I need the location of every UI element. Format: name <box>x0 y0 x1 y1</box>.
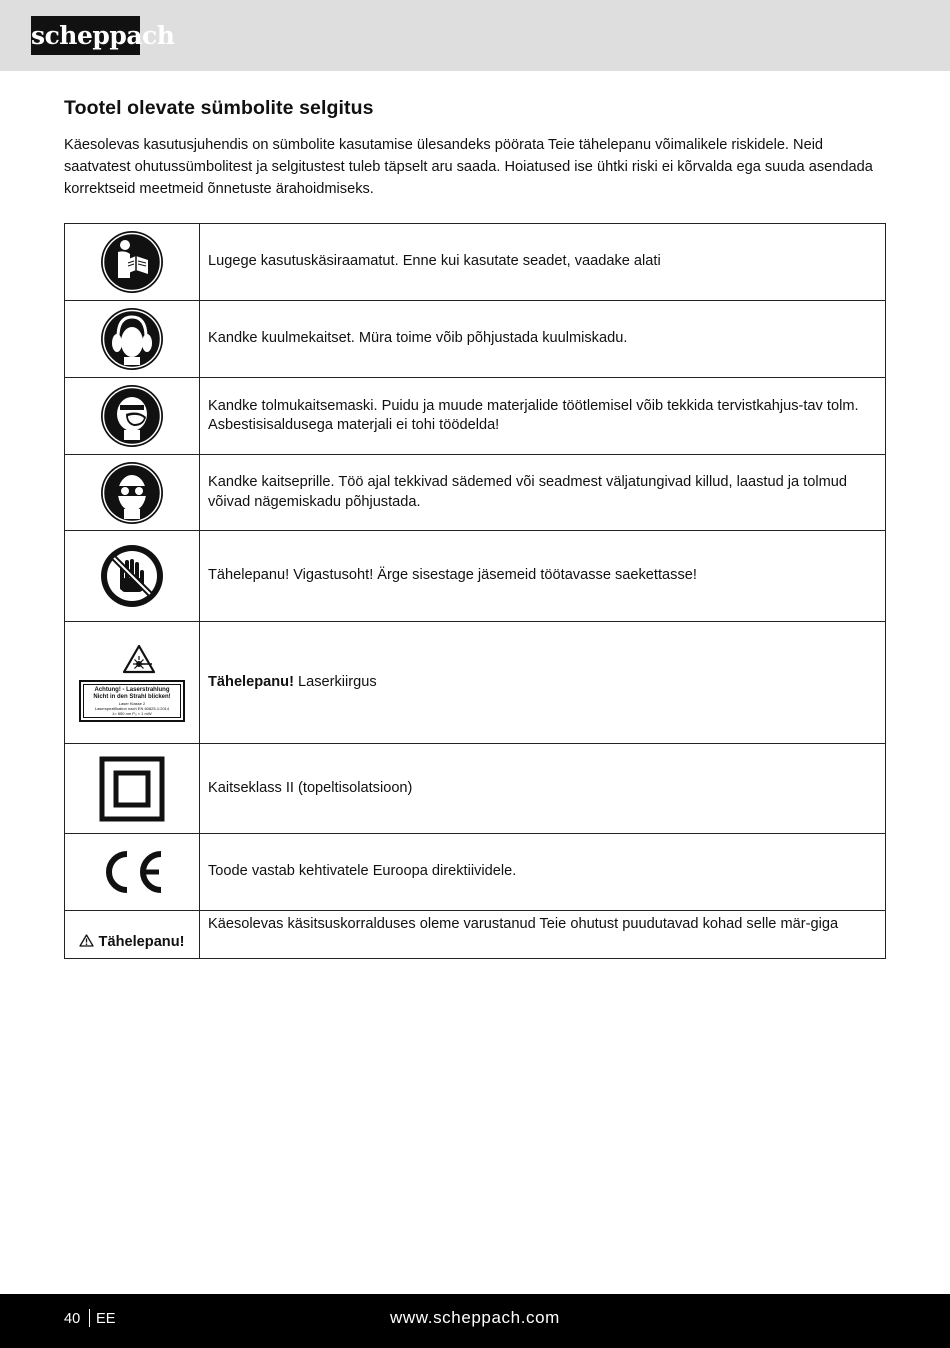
page-title: Tootel olevate sümbolite selgitus <box>64 97 374 119</box>
header-band <box>0 0 950 71</box>
icon-cell <box>65 911 200 959</box>
read-manual-icon <box>100 230 164 294</box>
language-code: EE <box>96 1311 116 1327</box>
symbols-table <box>64 223 886 959</box>
warning-label: Tähelepanu! <box>98 933 185 950</box>
table-row <box>65 622 886 744</box>
plate-line: Laserspezifikation nach EN 60825-1:2014 <box>94 705 170 711</box>
intro-paragraph: Käesolevas kasutusjuhendis on sümbolite kasutamise ülesandeks pöörata Teie tähelepanu võimalikele riskidele. Neid saatvatest ohutussümbolitest ja selgitustest tuleb täpselt aru saada. Hoiatused ise ühtki riski ei kõrvalda ega suuda asendada korrektseid meetmeid õnnetuste ärahoidmiseks. <box>64 137 873 197</box>
row-text: Kaitseklass II (topeltisolatsioon) <box>200 744 886 834</box>
dust-mask-icon <box>100 384 164 448</box>
icon-cell <box>65 834 200 911</box>
scheppach-logo: scheppach <box>31 16 140 55</box>
warning-triangle-icon <box>79 934 94 947</box>
table-row <box>65 378 886 455</box>
plate-line: Achtung! - Laserstrahlung <box>94 686 170 693</box>
table-row <box>65 744 886 834</box>
row-text: Kandke tolmukaitsemaski. Puidu ja muude materjalide töötlemisel võib tekkida tervistkahjus-tav tolm. Asbestisisaldusega materjali ei tohi töödelda! <box>200 378 886 455</box>
page-number: 40 <box>64 1311 81 1327</box>
laser-label-plate <box>79 680 185 722</box>
table-row <box>65 911 886 959</box>
icon-cell <box>65 378 200 455</box>
ear-protection-icon <box>100 307 164 371</box>
website-url: www.scheppach.com <box>390 1308 560 1327</box>
plate-line: λ= 650 nm P₀ < 1 mW <box>112 710 152 716</box>
row-text-rest: Laserkiirgus <box>293 673 377 690</box>
row-text: Toode vastab kehtivatele Euroopa direktiividele. <box>200 834 886 911</box>
icon-cell <box>65 744 200 834</box>
footer <box>0 1294 950 1348</box>
icon-cell <box>65 531 200 622</box>
row-text: Tähelepanu! Vigastusoht! Ärge sisestage jäsemeid töötavasse saekettasse! <box>200 531 886 622</box>
row-text: Lugege kasutuskäsiraamatut. Enne kui kasutate seadet, vaadake alati <box>200 224 886 301</box>
row-text: Käesolevas käsitsuskorralduses oleme varustanud Teie ohutust puudutavad kohad selle mär-giga <box>200 911 886 959</box>
row-text: Kandke kaitseprille. Töö ajal tekkivad sädemed või seadmest väljatungivad killud, laastud ja tolmud võivad nägemiskadu põhjustada. <box>200 455 886 531</box>
icon-cell <box>65 622 200 744</box>
row-text <box>200 622 886 744</box>
table-row <box>65 531 886 622</box>
row-text-bold: Tähelepanu! <box>208 673 294 690</box>
icon-cell <box>65 455 200 531</box>
table-row <box>65 455 886 531</box>
table-row <box>65 834 886 911</box>
table-row <box>65 224 886 301</box>
icon-cell <box>65 301 200 378</box>
table-row <box>65 301 886 378</box>
class-ii-insulation-icon <box>99 756 165 822</box>
ce-mark-icon <box>99 848 165 896</box>
plate-line: Laser Klasse 2 <box>118 700 146 706</box>
no-hands-icon <box>100 544 164 608</box>
row-text: Kandke kuulmekaitset. Müra toime võib põhjustada kuulmiskadu. <box>200 301 886 378</box>
laser-warning-icon <box>122 644 156 674</box>
plate-line: Nicht in den Strahl blicken! <box>93 693 171 700</box>
safety-goggles-icon <box>100 461 164 525</box>
icon-cell <box>65 224 200 301</box>
